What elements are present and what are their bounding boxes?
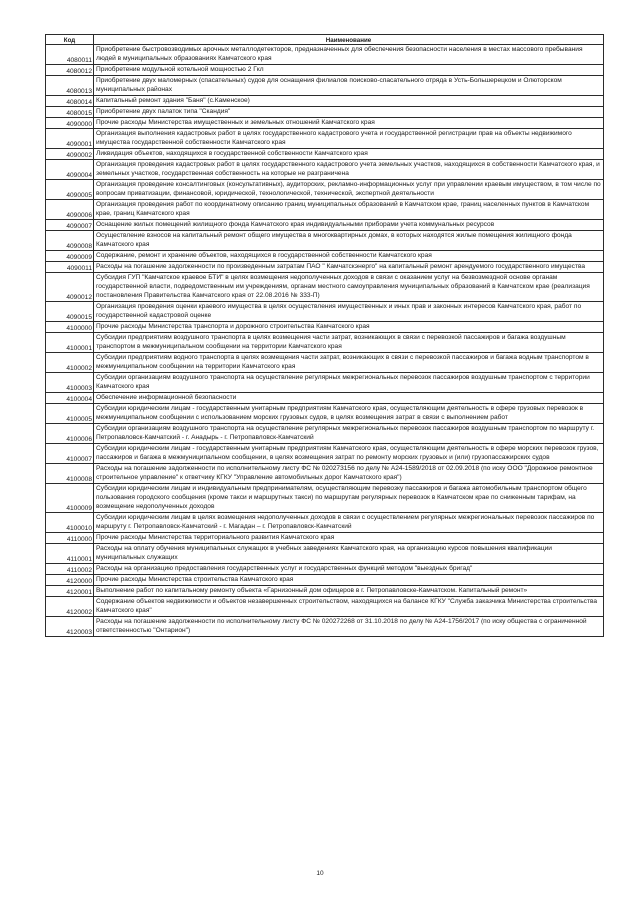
row-name: Субсидии юридическим лицам и индивидуальным предпринимателям, осуществляющим перевозку пассажиров и багажа автомобильным транспортом общего пользования городского сообщения (кроме такси и маршрутных такси) по маршрутам регулярных перевозок в Камчатском крае по сниженным тарифам, на возмещение недополученных доходов	[94, 484, 604, 513]
row-code: 4120002	[46, 597, 94, 617]
table-row	[46, 160, 604, 180]
table-row	[46, 393, 604, 404]
column-header-code: Код	[46, 35, 94, 45]
row-code: 4110001	[46, 544, 94, 564]
table-row	[46, 322, 604, 333]
row-code: 4090008	[46, 231, 94, 251]
row-name: Осуществление взносов на капитальный ремонт общего имущества в многоквартирных домах, в которых находятся жилые помещения жилищного фонда Камчатского края	[94, 231, 604, 251]
table-row	[46, 404, 604, 424]
row-code: 4080013	[46, 76, 94, 96]
row-code: 4090012	[46, 273, 94, 302]
table-row	[46, 302, 604, 322]
row-code: 4090002	[46, 149, 94, 160]
table-row	[46, 513, 604, 533]
row-code: 4120003	[46, 617, 94, 637]
row-code: 4110002	[46, 564, 94, 575]
table-row	[46, 544, 604, 564]
row-name: Обеспечение информационной безопасности	[94, 393, 604, 404]
table-row	[46, 262, 604, 273]
row-code: 4100006	[46, 424, 94, 444]
row-name: Расходы на погашение задолженности по исполнительному листу ФС № 020272268 от 31.10.2018 по делу № А24-1756/2017 (по иску общества с ограниченной ответственностью "Онтарион")	[94, 617, 604, 637]
budget-codes-table	[45, 34, 604, 637]
row-name: Капитальный ремонт здания "Баня" (с.Каменское)	[94, 96, 604, 107]
row-code: 4090015	[46, 302, 94, 322]
table-row	[46, 533, 604, 544]
row-code: 4080014	[46, 96, 94, 107]
row-code: 4110000	[46, 533, 94, 544]
document-page	[45, 34, 605, 637]
row-name: Организация проведения кадастровых работ в целях государственного кадастрового учета земельных участков, находящихся в собственности Камчатского края, и земельных участков, государственная собственность на которые не разграничена	[94, 160, 604, 180]
table-row	[46, 273, 604, 302]
table-header-row	[46, 35, 604, 45]
table-row	[46, 107, 604, 118]
row-name: Субсидии организациям воздушного транспорта на осуществление регулярных межрегиональных перевозок пассажиров воздушным транспортом по маршруту г. Петропавловск-Камчатский - г. Анадырь - г. Петропавловск-Камчатский	[94, 424, 604, 444]
row-code: 4090011	[46, 262, 94, 273]
table-row	[46, 220, 604, 231]
row-code: 4090001	[46, 129, 94, 149]
row-code: 4100001	[46, 333, 94, 353]
table-row	[46, 424, 604, 444]
row-code: 4090005	[46, 180, 94, 200]
table-row	[46, 200, 604, 220]
row-code: 4080012	[46, 65, 94, 76]
table-row	[46, 76, 604, 96]
row-name: Субсидии предприятиям воздушного транспорта в целях возмещения части затрат, возникающих в связи с перевозкой пассажиров и багажа воздушным транспортом в межмуниципальном сообщении на территории Камчатского края	[94, 333, 604, 353]
row-code: 4100009	[46, 484, 94, 513]
table-row	[46, 180, 604, 200]
table-row	[46, 373, 604, 393]
column-header-name: Наименование	[94, 35, 604, 45]
table-row	[46, 96, 604, 107]
row-code: 4100010	[46, 513, 94, 533]
table-row	[46, 597, 604, 617]
row-name: Организация проведения работ по координатному описанию границ муниципальных образований в Камчатском крае, границ населенных пунктов в Камчатском крае, границ Камчатского края	[94, 200, 604, 220]
row-name: Содержание объектов недвижимости и объектов незавершенных строительством, находящихся на балансе КГКУ "Служба заказчика Министерства строительства Камчатского края"	[94, 597, 604, 617]
row-code: 4080011	[46, 45, 94, 65]
row-name: Расходы на погашение задолженности по исполнительному листу ФС № 020273156 по делу № А24-1589/2018 от 02.09.2018 (по иску ООО "Дорожное ремонтное строительное управление" к ответчику КГКУ "Управление автомобильных дорог Камчатского края")	[94, 464, 604, 484]
row-name: Выполнение работ по капитальному ремонту объекта «Гарнизонный дом офицеров в г. Петропавловске-Камчатском. Капитальный ремонт»	[94, 586, 604, 597]
table-row	[46, 575, 604, 586]
row-code: 4090007	[46, 220, 94, 231]
row-code: 4100000	[46, 322, 94, 333]
row-code: 4090009	[46, 251, 94, 262]
table-row	[46, 464, 604, 484]
row-name: Прочие расходы Министерства территориального развития Камчатского края	[94, 533, 604, 544]
table-row	[46, 333, 604, 353]
row-name: Прочие расходы Министерства строительства Камчатского края	[94, 575, 604, 586]
table-row	[46, 617, 604, 637]
row-name: Расходы на оплату обучения муниципальных служащих в учебных заведениях Камчатского края, на организацию курсов повышения квалификации муниципальных служащих	[94, 544, 604, 564]
row-name: Прочие расходы Министерства имущественных и земельных отношений Камчатского края	[94, 118, 604, 129]
row-name: Субсидии предприятиям водного транспорта в целях возмещения части затрат, возникающих в связи с перевозкой пассажиров и багажа водным транспортом в межмуниципальном сообщении на территории Камчатского края	[94, 353, 604, 373]
row-name: Содержание, ремонт и хранение объектов, находящихся в государственной собственности Камчатского края	[94, 251, 604, 262]
row-name: Организация выполнения кадастровых работ в целях государственного кадастрового учета и государственной регистрации прав на объекты недвижимого имущества государственной собственности Камчатского края	[94, 129, 604, 149]
row-name: Расходы на погашение задолженности по произведенным затратам ПАО " Камчатскэнерго" на капитальный ремонт арендуемого государственного имущества	[94, 262, 604, 273]
table-row	[46, 251, 604, 262]
row-name: Субсидия ГУП "Камчатское краевое БТИ" в целях возмещения недополученных доходов в связи с оказанием услуг на безвозмездной основе органам государственной власти, подведомственным им учреждениям, органам местного самоуправления муниципальных образований в Камчатском крае (реализация постановления Правительства Камчатского края от 22.08.2016 № 333-П)	[94, 273, 604, 302]
row-name: Ликвидация объектов, находящихся в государственной собственности Камчатского края	[94, 149, 604, 160]
row-code: 4080015	[46, 107, 94, 118]
row-name: Приобретение модульной котельной мощностью 2 Гкл	[94, 65, 604, 76]
row-code: 4090006	[46, 200, 94, 220]
row-code: 4100002	[46, 353, 94, 373]
table-row	[46, 231, 604, 251]
row-name: Приобретение двух маломерных (спасательных) судов для оснащения филиалов поисково-спасательного отряда в Усть-Большерецком и Олюторском муниципальных районах	[94, 76, 604, 96]
row-name: Оснащение жилых помещений жилищного фонда Камчатского края индивидуальными приборами учета коммунальных ресурсов	[94, 220, 604, 231]
row-name: Организация проведения оценки краевого имущества в целях осуществления имущественных и иных прав и законных интересов Камчатского края, работ по государственной кадастровой оценке	[94, 302, 604, 322]
row-code: 4100008	[46, 464, 94, 484]
table-row	[46, 586, 604, 597]
row-code: 4120001	[46, 586, 94, 597]
row-code: 4100005	[46, 404, 94, 424]
row-name: Субсидии организациям воздушного транспорта на осуществление регулярных межрегиональных перевозок пассажиров воздушным транспортом с территории Камчатского края	[94, 373, 604, 393]
table-row	[46, 118, 604, 129]
row-code: 4100004	[46, 393, 94, 404]
table-row	[46, 564, 604, 575]
row-code: 4090004	[46, 160, 94, 180]
table-row	[46, 444, 604, 464]
page-number: 10	[316, 870, 324, 877]
row-name: Приобретение двух палаток типа "Скандия"	[94, 107, 604, 118]
table-row	[46, 65, 604, 76]
row-name: Приобретение быстровозводимых арочных металлодетекторов, предназначенных для обеспечения безопасности населения в местах массового пребывания людей в муниципальных образованиях Камчатского края	[94, 45, 604, 65]
row-name: Расходы на организацию предоставления государственных услуг и государственных функций методом "выездных бригад"	[94, 564, 604, 575]
row-code: 4120000	[46, 575, 94, 586]
row-name: Субсидии юридическим лицам - государственным унитарным предприятиям Камчатского края, осуществляющим деятельность в сфере грузовых перевозок в межмуниципальном сообщении с использованием морских грузовых судов, в целях возмещения затрат в связи с выполнением работ	[94, 404, 604, 424]
table-row	[46, 149, 604, 160]
row-name: Субсидии юридическим лицам - государственным унитарным предприятиям Камчатского края, осуществляющим деятельность в сфере морских перевозок грузов, пассажиров и багажа в межмуниципальном сообщении, в целях возмещения затрат по ремонту морских грузовых и (или) грузопассажирских судов	[94, 444, 604, 464]
row-name: Субсидии юридическим лицам в целях возмещения недополученных доходов в связи с осуществлением регулярных межрегиональных перевозок пассажиров по маршруту г. Петропавловск-Камчатский - г. Магадан – г. Петропавловск-Камчатский	[94, 513, 604, 533]
row-name: Прочие расходы Министерства транспорта и дорожного строительства Камчатского края	[94, 322, 604, 333]
table-row	[46, 353, 604, 373]
row-code: 4090000	[46, 118, 94, 129]
table-row	[46, 45, 604, 65]
row-code: 4100003	[46, 373, 94, 393]
table-body	[46, 45, 604, 637]
table-row	[46, 484, 604, 513]
table-row	[46, 129, 604, 149]
row-code: 4100007	[46, 444, 94, 464]
row-name: Организация проведение консалтинговых (консультативных), аудиторских, рекламно-информационных услуг при управлении краевым имуществом, в том числе по вопросам приватизации, финансовой, юридической, технологической, технической, экспертной деятельности	[94, 180, 604, 200]
